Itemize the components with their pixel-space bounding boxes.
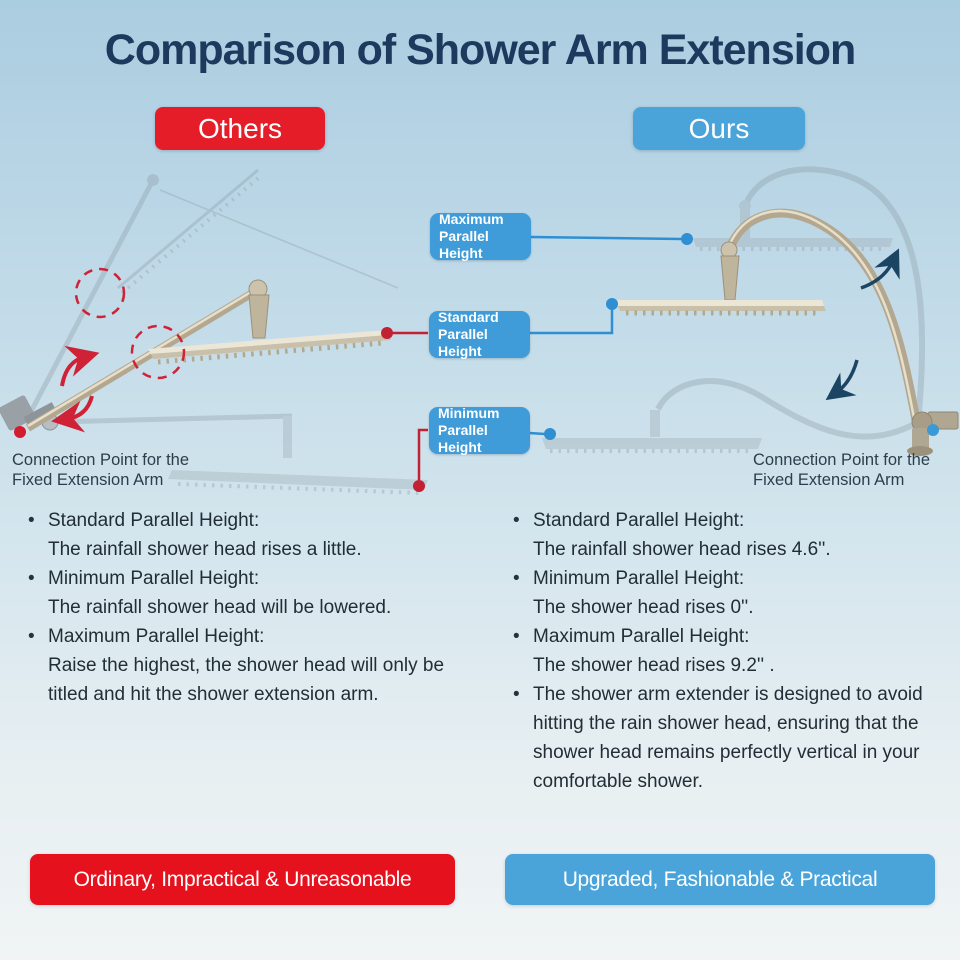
item-desc: The shower head rises 0''.	[533, 597, 754, 618]
bullet-icon	[28, 506, 48, 564]
list-item	[513, 622, 960, 680]
item-desc: The shower arm extender is designed to avoid hitting the rain shower head, ensuring that the shower head remains perfectly vertical in your comfortable shower.	[533, 684, 923, 792]
list-item	[513, 564, 960, 622]
list-item	[28, 564, 480, 622]
connection-note-line: Connection Point for the	[753, 451, 931, 469]
item-title: Standard Parallel Height:	[533, 510, 745, 531]
ours-label-badge: Ours	[633, 107, 805, 150]
list-item	[513, 506, 960, 564]
bullet-icon	[28, 564, 48, 622]
item-title: Maximum Parallel Height:	[48, 626, 265, 647]
callout-line: Maximum	[439, 211, 504, 227]
callout-line: Parallel Height	[439, 228, 489, 261]
bullet-icon	[28, 622, 48, 709]
callout-connectors	[381, 233, 693, 492]
others-label-badge: Others	[155, 107, 325, 150]
item-desc: The shower head rises 9.2'' .	[533, 655, 775, 676]
item-title: Minimum Parallel Height:	[533, 568, 745, 589]
item-title: Minimum Parallel Height:	[48, 568, 260, 589]
list-item	[513, 680, 960, 796]
callout-standard-parallel-height	[429, 311, 530, 358]
callout-maximum-parallel-height	[430, 213, 531, 260]
ours-ghost-arm-lowered	[542, 381, 918, 451]
item-desc: Raise the highest, the shower head will only be titled and hit the shower extension arm.	[48, 655, 445, 705]
others-connection-dot	[14, 426, 26, 438]
page-title: Comparison of Shower Arm Extension	[104, 26, 856, 74]
ours-connection-dot	[927, 424, 939, 436]
ours-feature-list	[513, 506, 960, 796]
item-desc: The rainfall shower head will be lowered.	[48, 597, 392, 618]
callout-line: Standard	[438, 309, 499, 325]
callout-minimum-parallel-height	[429, 407, 530, 454]
list-item	[28, 622, 480, 709]
bullet-icon	[513, 622, 533, 680]
bullet-icon	[513, 564, 533, 622]
bullet-icon	[513, 506, 533, 564]
callout-line: Parallel Height	[438, 422, 488, 455]
ours-verdict-badge: Upgraded, Fashionable & Practical	[505, 854, 935, 905]
callout-line: Parallel Height	[438, 326, 488, 359]
connection-note-line: Connection Point for the	[12, 451, 190, 469]
item-desc: The rainfall shower head rises 4.6''.	[533, 539, 831, 560]
list-item	[28, 506, 480, 564]
ours-connection-note	[753, 450, 930, 490]
connection-note-line: Fixed Extension Arm	[753, 471, 905, 489]
callout-line: Minimum	[438, 405, 500, 421]
connection-note-line: Fixed Extension Arm	[12, 471, 164, 489]
others-verdict-badge: Ordinary, Impractical & Unreasonable	[30, 854, 455, 905]
item-desc: The rainfall shower head rises a little.	[48, 539, 362, 560]
item-title: Standard Parallel Height:	[48, 510, 260, 531]
ours-movement-arrows	[837, 261, 893, 392]
bullet-icon	[513, 680, 533, 796]
others-connection-note	[12, 450, 189, 490]
others-ghost-arm-raised	[25, 170, 398, 423]
others-feature-list	[28, 506, 480, 709]
item-title: Maximum Parallel Height:	[533, 626, 750, 647]
